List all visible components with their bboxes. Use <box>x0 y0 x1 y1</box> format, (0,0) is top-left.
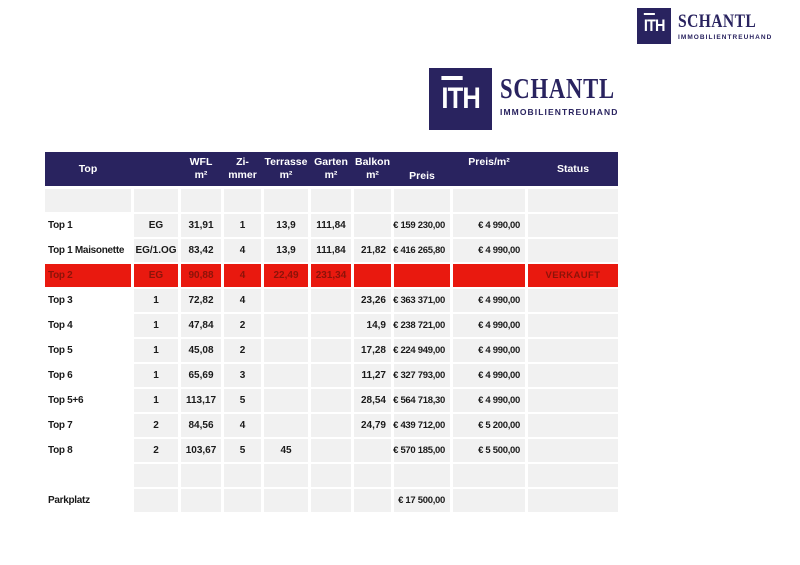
table-row <box>45 389 618 412</box>
cell-top: Top 1 <box>45 214 131 237</box>
table-row <box>45 239 618 262</box>
cell-preis: € 159 230,00 <box>394 214 450 237</box>
cell-balkon <box>354 464 391 487</box>
column-header-balkon <box>354 152 391 186</box>
cell-garten: 111,84 <box>311 214 351 237</box>
cell-top: Top 2 <box>45 264 131 287</box>
cell-preis-m2: € 5 200,00 <box>453 414 525 437</box>
monogram-h: H <box>654 16 665 35</box>
table-row <box>45 264 618 287</box>
table-row <box>45 464 618 487</box>
cell-terrasse <box>264 364 308 387</box>
cell-top <box>45 189 131 212</box>
cell-preis <box>394 264 450 287</box>
cell-preis: € 238 721,00 <box>394 314 450 337</box>
cell-top: Top 3 <box>45 289 131 312</box>
cell-garten <box>311 289 351 312</box>
cell-top <box>45 464 131 487</box>
cell-status <box>528 414 618 437</box>
cell-status <box>528 214 618 237</box>
cell-ebene: EG <box>134 264 178 287</box>
table-row <box>45 214 618 237</box>
table-body <box>45 189 618 512</box>
brand-tagline: IMMOBILIENTREUHAND <box>678 34 773 41</box>
cell-ebene: 1 <box>134 339 178 362</box>
logo-center <box>429 68 647 130</box>
brand-tagline: IMMOBILIENTREUHAND <box>500 107 619 117</box>
cell-ebene: 1 <box>134 389 178 412</box>
cell-zimmer <box>224 489 261 512</box>
cell-top: Top 8 <box>45 439 131 462</box>
cell-preis-m2: € 4 990,00 <box>453 214 525 237</box>
cell-terrasse: 45 <box>264 439 308 462</box>
column-header-line1: WFL <box>189 156 213 169</box>
column-header-line2: mmer <box>228 169 257 181</box>
cell-preis-m2 <box>453 464 525 487</box>
cell-zimmer: 3 <box>224 364 261 387</box>
cell-terrasse: 13,9 <box>264 214 308 237</box>
cell-balkon <box>354 489 391 512</box>
cell-preis: € 17 500,00 <box>394 489 450 512</box>
cell-wfl: 31,91 <box>181 214 221 237</box>
cell-balkon: 24,79 <box>354 414 391 437</box>
cell-balkon: 11,27 <box>354 364 391 387</box>
cell-terrasse <box>264 414 308 437</box>
cell-status <box>528 489 618 512</box>
cell-ebene <box>134 489 178 512</box>
table-row <box>45 489 618 512</box>
cell-balkon <box>354 439 391 462</box>
column-header-preis-m2 <box>453 152 525 186</box>
cell-preis: € 439 712,00 <box>394 414 450 437</box>
cell-wfl: 90,88 <box>181 264 221 287</box>
cell-terrasse <box>264 339 308 362</box>
ith-monogram-icon <box>637 8 671 44</box>
cell-preis-m2: € 4 990,00 <box>453 289 525 312</box>
column-header-line2: m² <box>324 169 338 181</box>
brand-name: SCHANTL <box>678 11 757 32</box>
brand-block <box>500 68 647 117</box>
cell-garten <box>311 414 351 437</box>
cell-wfl: 65,69 <box>181 364 221 387</box>
cell-terrasse <box>264 289 308 312</box>
pricing-table <box>45 152 618 514</box>
cell-terrasse: 13,9 <box>264 239 308 262</box>
cell-wfl: 72,82 <box>181 289 221 312</box>
cell-preis-m2: € 4 990,00 <box>453 364 525 387</box>
cell-ebene: 2 <box>134 414 178 437</box>
table-row <box>45 189 618 212</box>
cell-top: Parkplatz <box>45 489 131 512</box>
cell-wfl: 45,08 <box>181 339 221 362</box>
brand-name: SCHANTL <box>500 73 615 105</box>
column-header-status <box>528 152 618 186</box>
cell-preis: € 416 265,80 <box>394 239 450 262</box>
cell-wfl <box>181 189 221 212</box>
cell-garten <box>311 389 351 412</box>
monogram-it: IT <box>644 13 655 35</box>
cell-top: Top 5 <box>45 339 131 362</box>
cell-preis-m2: € 4 990,00 <box>453 339 525 362</box>
cell-ebene: EG <box>134 214 178 237</box>
cell-ebene: 1 <box>134 314 178 337</box>
column-header-ebene <box>134 152 178 186</box>
cell-balkon: 17,28 <box>354 339 391 362</box>
cell-preis: € 363 371,00 <box>394 289 450 312</box>
column-header-terrasse <box>264 152 308 186</box>
cell-wfl: 113,17 <box>181 389 221 412</box>
cell-terrasse <box>264 189 308 212</box>
cell-preis: € 570 185,00 <box>394 439 450 462</box>
column-header-line2: m² <box>279 169 293 181</box>
cell-preis-m2: € 4 990,00 <box>453 239 525 262</box>
logo-top-right <box>637 8 773 44</box>
ith-monogram-icon <box>429 68 492 130</box>
cell-zimmer: 4 <box>224 239 261 262</box>
cell-garten <box>311 489 351 512</box>
column-header-line1: Preis/m² <box>468 156 510 168</box>
column-header-line1: Garten <box>314 156 348 169</box>
monogram-it: IT <box>441 76 462 115</box>
cell-ebene <box>134 189 178 212</box>
cell-status <box>528 189 618 212</box>
cell-wfl: 84,56 <box>181 414 221 437</box>
cell-zimmer: 4 <box>224 289 261 312</box>
cell-terrasse <box>264 464 308 487</box>
column-header-line1: Preis <box>409 170 435 183</box>
cell-preis <box>394 189 450 212</box>
cell-terrasse <box>264 314 308 337</box>
table-row <box>45 339 618 362</box>
cell-zimmer <box>224 464 261 487</box>
cell-status <box>528 364 618 387</box>
cell-zimmer: 4 <box>224 414 261 437</box>
cell-top: Top 1 Maisonette <box>45 239 131 262</box>
cell-terrasse: 22,49 <box>264 264 308 287</box>
cell-zimmer: 2 <box>224 339 261 362</box>
cell-zimmer <box>224 189 261 212</box>
table-row <box>45 364 618 387</box>
column-header-line2: m² <box>366 169 379 181</box>
column-header-preis <box>394 152 450 186</box>
cell-balkon <box>354 264 391 287</box>
cell-status <box>528 239 618 262</box>
cell-status <box>528 314 618 337</box>
column-header-line1: Zi- <box>236 156 249 169</box>
cell-status <box>528 389 618 412</box>
cell-ebene: 2 <box>134 439 178 462</box>
cell-status: VERKAUFT <box>528 264 618 287</box>
cell-garten: 231,34 <box>311 264 351 287</box>
cell-preis-m2 <box>453 189 525 212</box>
cell-preis-m2: € 4 990,00 <box>453 389 525 412</box>
cell-zimmer: 5 <box>224 439 261 462</box>
cell-terrasse <box>264 389 308 412</box>
cell-ebene <box>134 464 178 487</box>
cell-preis: € 564 718,30 <box>394 389 450 412</box>
cell-top: Top 4 <box>45 314 131 337</box>
cell-wfl <box>181 464 221 487</box>
cell-status <box>528 464 618 487</box>
cell-balkon <box>354 189 391 212</box>
cell-balkon: 28,54 <box>354 389 391 412</box>
cell-wfl: 47,84 <box>181 314 221 337</box>
cell-garten <box>311 189 351 212</box>
cell-garten <box>311 464 351 487</box>
monogram-h: H <box>462 82 480 115</box>
cell-garten <box>311 339 351 362</box>
cell-garten <box>311 439 351 462</box>
cell-zimmer: 2 <box>224 314 261 337</box>
cell-preis: € 327 793,00 <box>394 364 450 387</box>
cell-garten <box>311 364 351 387</box>
cell-garten: 111,84 <box>311 239 351 262</box>
cell-balkon: 14,9 <box>354 314 391 337</box>
table-row <box>45 314 618 337</box>
column-header-zimmer <box>224 152 261 186</box>
table-header <box>45 152 618 186</box>
cell-wfl: 103,67 <box>181 439 221 462</box>
table-row <box>45 289 618 312</box>
cell-terrasse <box>264 489 308 512</box>
cell-status <box>528 439 618 462</box>
cell-preis <box>394 464 450 487</box>
cell-preis-m2 <box>453 264 525 287</box>
column-header-line1: Balkon <box>354 156 390 169</box>
column-header-top <box>45 152 131 186</box>
cell-ebene: EG/1.OG <box>134 239 178 262</box>
cell-status <box>528 339 618 362</box>
column-header-line1: Status <box>556 162 590 175</box>
cell-wfl <box>181 489 221 512</box>
cell-status <box>528 289 618 312</box>
cell-garten <box>311 314 351 337</box>
cell-ebene: 1 <box>134 364 178 387</box>
cell-wfl: 83,42 <box>181 239 221 262</box>
cell-balkon: 21,82 <box>354 239 391 262</box>
cell-balkon <box>354 214 391 237</box>
cell-zimmer: 1 <box>224 214 261 237</box>
cell-preis-m2: € 4 990,00 <box>453 314 525 337</box>
column-header-garten <box>311 152 351 186</box>
table-row <box>45 414 618 437</box>
cell-preis-m2: € 5 500,00 <box>453 439 525 462</box>
cell-top: Top 7 <box>45 414 131 437</box>
table-row <box>45 439 618 462</box>
column-header-line1: Top <box>78 162 98 175</box>
cell-preis: € 224 949,00 <box>394 339 450 362</box>
column-header-line1: Terrasse <box>264 156 308 169</box>
column-header-line2: m² <box>194 169 208 181</box>
cell-zimmer: 5 <box>224 389 261 412</box>
cell-top: Top 5+6 <box>45 389 131 412</box>
cell-top: Top 6 <box>45 364 131 387</box>
brand-block <box>678 8 773 41</box>
column-header-wfl <box>181 152 221 186</box>
cell-ebene: 1 <box>134 289 178 312</box>
cell-zimmer: 4 <box>224 264 261 287</box>
cell-balkon: 23,26 <box>354 289 391 312</box>
cell-preis-m2 <box>453 489 525 512</box>
